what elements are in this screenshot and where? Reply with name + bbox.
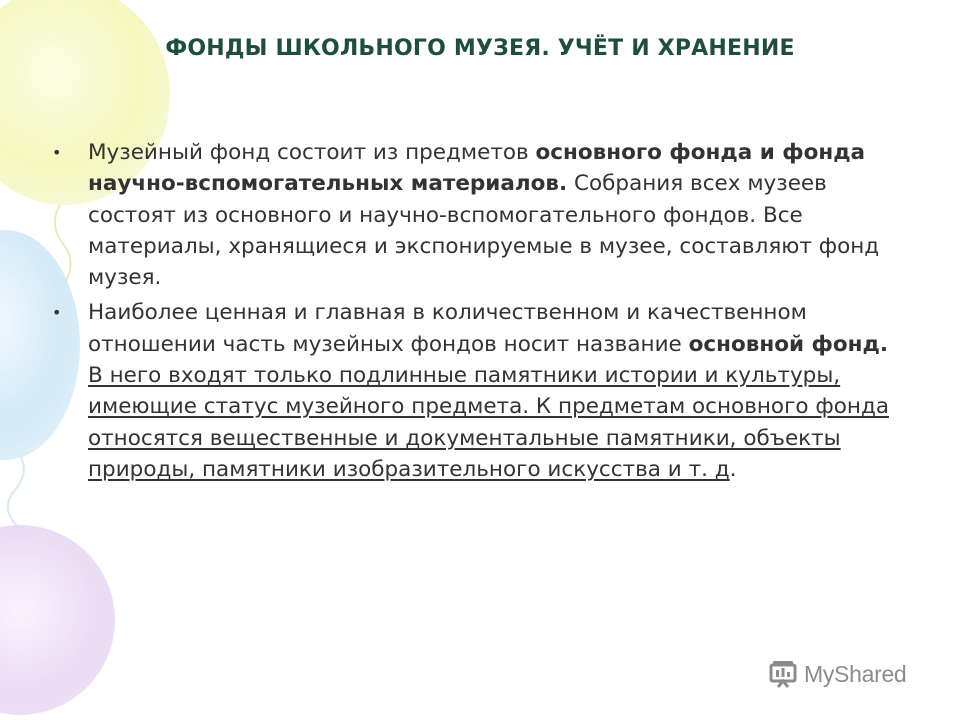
bullet-marker: • <box>52 143 62 162</box>
bullet-list <box>50 137 900 485</box>
bullet-text: Музейный фонд состоит из предметов <box>88 140 536 165</box>
bullet-text: Наиболее ценная и главная в количественном и качественном отношении часть музейных фондов носит название <box>88 300 807 357</box>
bullet-marker: • <box>52 303 62 323</box>
watermark-text: MyShared <box>804 660 907 687</box>
bullet-text: Собрания всех музеев состоят из основного и научно-вспомогательного фондов. Все материалы, хранящиеся и экспонируемые в музее, составляют фонд музея. <box>88 171 880 291</box>
presentation-board-icon <box>768 659 798 689</box>
underlined-text: В него входят только подлинные памятники истории и культуры, имеющие статус музейного предмета. К предметам основного фонда относятся вещественные и документальные памятники, объекты природы, памятники изобразительного искусства и т. д <box>88 363 889 482</box>
bold-term: основного фонда и фонда научно-вспомогательных материалов. <box>88 140 866 197</box>
bullet-item <box>50 297 900 485</box>
bullet-text: . <box>729 456 737 482</box>
bold-term: основной фонд. <box>688 331 889 357</box>
myshared-watermark <box>768 658 906 690</box>
slide-title: ФОНДЫ ШКОЛЬНОГО МУЗЕЯ. УЧЁТ И ХРАНЕНИЕ <box>165 36 795 61</box>
bullet-item <box>50 137 900 293</box>
